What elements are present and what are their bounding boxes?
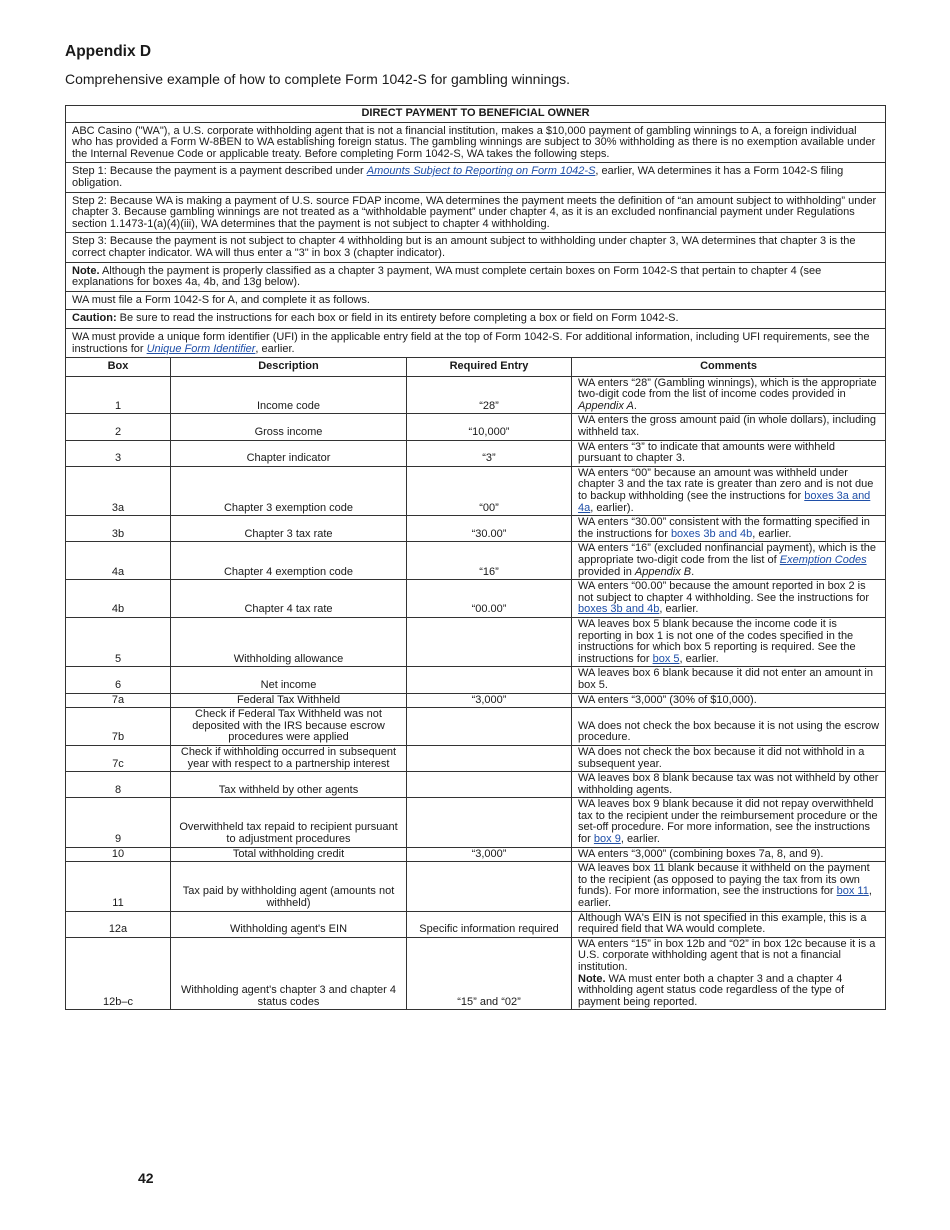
comment-text: WA enters “15” in box 12b and “02” in box 12c because it is a U.S. corporate withholding agent that is not a financial institution. [578, 937, 876, 973]
row-box: 6 [66, 667, 171, 693]
row-comments: WA enters the gross amount paid (in whole dollars), including withheld tax. [572, 414, 886, 440]
table-row [66, 414, 886, 440]
table-row [66, 708, 886, 746]
ufi-paragraph [66, 328, 886, 357]
exemption-codes-link[interactable]: Exemption Codes [779, 554, 867, 566]
box-5-link[interactable]: box 5 [652, 652, 680, 665]
row-required-entry: “00” [407, 466, 572, 515]
comment-text-end: , earlier. [659, 603, 699, 616]
row-description: Chapter 3 exemption code [171, 466, 407, 515]
must-file-paragraph: WA must file a Form 1042-S for A, and complete it as follows. [66, 291, 886, 310]
step-1-text-end: , earlier, WA determines it has a Form 1042-S filing obligation. [72, 165, 844, 189]
boxes-3b-4b-link[interactable]: boxes 3b and 4b [578, 603, 660, 616]
table-row [66, 667, 886, 693]
row-required-entry: “16” [407, 542, 572, 580]
row-comments [572, 798, 886, 847]
row-description: Withholding agent's chapter 3 and chapter 4 status codes [171, 937, 407, 1010]
caution-label: Caution: [72, 312, 117, 325]
row-comments [572, 617, 886, 666]
row-box: 11 [66, 862, 171, 911]
table-row [66, 466, 886, 515]
header-box: Box [66, 358, 171, 377]
ufi-text: WA must provide a unique form identifier (UFI) in the applicable entry field at the top of Form 1042-S. For additional information, including UFI requirements, see the instructions for [72, 330, 870, 355]
note-text: Although the payment is properly classified as a chapter 3 payment, WA must complete certain boxes on Form 1042-S that pertain to chapter 4 (see explanations for boxes 4a, 4b, and 13g below). [72, 264, 822, 289]
row-description: Overwithheld tax repaid to recipient pursuant to adjustment procedures [171, 798, 407, 847]
comment-note-text: WA must enter both a chapter 3 and a chapter 4 withholding agent status code regardless of the type of payment being reported. [578, 972, 845, 1008]
table-row [66, 580, 886, 618]
row-box: 4b [66, 580, 171, 618]
row-box: 10 [66, 847, 171, 862]
row-description: Chapter indicator [171, 440, 407, 466]
row-description: Check if Federal Tax Withheld was not deposited with the IRS because escrow procedures were applied [171, 708, 407, 746]
comment-text: WA enters “30.00” consistent with the formatting specified in the instructions for [578, 516, 870, 540]
header-required-entry: Required Entry [407, 358, 572, 377]
boxes-3a-4a-link[interactable]: boxes 3a and 4a [578, 490, 871, 514]
header-comments: Comments [572, 358, 886, 377]
row-box: 2 [66, 414, 171, 440]
row-required-entry: “3” [407, 440, 572, 466]
row-description: Withholding allowance [171, 617, 407, 666]
comment-text: WA enters “28” (Gambling winnings), which is the appropriate two-digit code from the list of income codes provided in [578, 376, 877, 401]
row-required-entry: “00.00” [407, 580, 572, 618]
row-comments [572, 466, 886, 515]
comment-text-end: , earlier. [752, 527, 792, 540]
table-row [66, 440, 886, 466]
page-title: Appendix D [65, 43, 152, 60]
row-box: 5 [66, 617, 171, 666]
step-1-text: Step 1: Because the payment is a payment described under [72, 165, 367, 178]
comment-text-mid: provided in [578, 565, 635, 578]
row-comments: WA leaves box 8 blank because tax was not withheld by other withholding agents. [572, 772, 886, 798]
step-3: Step 3: Because the payment is not subject to chapter 4 withholding but is an amount subject to withholding under chapter 3, WA determines that chapter 3 is the correct chapter indicator. WA will thus enter a "3" in box 3 (chapter indicator). [66, 233, 886, 262]
row-box: 12b–c [66, 937, 171, 1010]
row-comments [572, 862, 886, 911]
row-description: Income code [171, 376, 407, 414]
comment-text: WA leaves box 5 blank because the income code it is reporting in box 1 is not one of the codes specified in the instructions for which box 5 reporting is required. See the instructions for [578, 617, 856, 665]
comment-text: WA leaves box 11 blank because it withheld on the payment to the recipient (as opposed to paying the tax from its own funds). For more information, see the instructions for [578, 862, 870, 898]
row-comments: WA does not check the box because it did not withhold in a subsequent year. [572, 745, 886, 771]
table-banner: DIRECT PAYMENT TO BENEFICIAL OWNER [66, 106, 886, 123]
row-comments [572, 580, 886, 618]
row-description: Check if withholding occurred in subsequent year with respect to a partnership interest [171, 745, 407, 771]
row-comments: WA does not check the box because it is not using the escrow procedure. [572, 708, 886, 746]
row-box: 9 [66, 798, 171, 847]
comment-text-end: , earlier. [679, 652, 719, 665]
table-row [66, 772, 886, 798]
row-description: Federal Tax Withheld [171, 693, 407, 708]
table-row [66, 862, 886, 911]
appendix-a-ref: Appendix A [578, 399, 634, 412]
row-required-entry: “3,000” [407, 847, 572, 862]
column-header-row [66, 358, 886, 377]
row-description: Tax paid by withholding agent (amounts not withheld) [171, 862, 407, 911]
note-paragraph [66, 262, 886, 291]
row-required-entry: “10,000” [407, 414, 572, 440]
table-row [66, 376, 886, 414]
row-description: Chapter 3 tax rate [171, 516, 407, 542]
box-9-link[interactable]: box 9 [593, 833, 621, 846]
header-description: Description [171, 358, 407, 377]
row-description: Total withholding credit [171, 847, 407, 862]
row-required-entry: “30.00” [407, 516, 572, 542]
row-required-entry: “28” [407, 376, 572, 414]
row-comments: WA enters “3,000” (30% of $10,000). [572, 693, 886, 708]
page-subtitle: Comprehensive example of how to complete Form 1042-S for gambling winnings. [65, 71, 571, 87]
boxes-3b-4b-link[interactable]: boxes 3b and 4b [670, 527, 753, 540]
row-required-entry: “15” and “02” [407, 937, 572, 1010]
note-label: Note. [578, 972, 606, 985]
row-comments [572, 376, 886, 414]
row-box: 3 [66, 440, 171, 466]
comment-text-end: , earlier. [620, 833, 660, 846]
step-1 [66, 163, 886, 192]
row-required-entry [407, 745, 572, 771]
row-box: 7b [66, 708, 171, 746]
row-box: 1 [66, 376, 171, 414]
table-row [66, 847, 886, 862]
row-required-entry: “3,000” [407, 693, 572, 708]
row-description: Tax withheld by other agents [171, 772, 407, 798]
table-row [66, 617, 886, 666]
table-row [66, 693, 886, 708]
row-description: Withholding agent's EIN [171, 911, 407, 937]
table-row [66, 937, 886, 1010]
unique-form-identifier-link[interactable]: Unique Form Identifier [146, 342, 256, 355]
ufi-text-end: , earlier. [255, 342, 295, 355]
table-row [66, 798, 886, 847]
row-comments: WA enters “3” to indicate that amounts were withheld pursuant to chapter 3. [572, 440, 886, 466]
comment-text: WA enters “00.00” because the amount reported in box 2 is not subject to chapter 4 withholding. See the instructions for [578, 580, 870, 604]
note-label: Note. [72, 264, 100, 277]
box-11-link[interactable]: box 11 [836, 885, 869, 898]
row-box: 12a [66, 911, 171, 937]
row-required-entry: Specific information required [407, 911, 572, 937]
row-description: Chapter 4 tax rate [171, 580, 407, 618]
intro-paragraph: ABC Casino ("WA"), a U.S. corporate withholding agent that is not a financial institution, makes a $10,000 payment of gambling winnings to A, a foreign individual who has provided a Form W-8BEN to WA establishing foreign status. The gambling winnings are subject to 30% withholding as there is no exemption available under the Internal Revenue Code or applicable treaty. Before completing Form 1042-S, WA takes the following steps. [66, 122, 886, 163]
step-2: Step 2: Because WA is making a payment of U.S. source FDAP income, WA determines the payment meets the definition of “an amount subject to withholding” under chapter 3. Because gambling winnings are not treated as a “withholdable payment” under chapter 4, as it is an excluded nonfinancial payment under Regulations section 1.1473-1(a)(4)(iii), WA determines that the payment is not subject to chapter 4 withholding. [66, 192, 886, 233]
row-comments: WA leaves box 6 blank because it did not enter an amount in box 5. [572, 667, 886, 693]
form-1042s-example-table [65, 105, 886, 1010]
row-description: Chapter 4 exemption code [171, 542, 407, 580]
caution-paragraph [66, 310, 886, 329]
row-box: 7c [66, 745, 171, 771]
comment-text-end: , earlier). [590, 501, 634, 514]
caution-text: Be sure to read the instructions for each box or field in its entirety before completing a box or field on Form 1042-S. [116, 312, 679, 325]
comment-text: WA enters “16” (excluded nonfinancial payment), which is the appropriate two-digit code from the list of [578, 542, 876, 566]
row-required-entry [407, 617, 572, 666]
table-row [66, 745, 886, 771]
row-comments [572, 516, 886, 542]
row-required-entry [407, 667, 572, 693]
row-box: 4a [66, 542, 171, 580]
row-box: 3a [66, 466, 171, 515]
amounts-subject-link[interactable]: Amounts Subject to Reporting on Form 1042-S [366, 165, 596, 178]
table-row [66, 911, 886, 937]
comment-text-end: , earlier. [578, 885, 872, 910]
row-comments: WA enters “3,000” (combining boxes 7a, 8, and 9). [572, 847, 886, 862]
comment-text-end: . [691, 565, 695, 578]
row-required-entry [407, 772, 572, 798]
row-description: Net income [171, 667, 407, 693]
row-comments [572, 542, 886, 580]
row-box: 7a [66, 693, 171, 708]
table-row [66, 516, 886, 542]
row-required-entry [407, 862, 572, 911]
row-required-entry [407, 708, 572, 746]
comment-text: WA enters “00” because an amount was withheld under chapter 3 and the tax rate is greater than zero and is not due to backup withholding (see the instructions for [578, 466, 874, 503]
row-box: 3b [66, 516, 171, 542]
page-number: 42 [138, 1170, 154, 1186]
comment-text-end: . [633, 399, 637, 412]
row-description: Gross income [171, 414, 407, 440]
comment-text: WA leaves box 9 blank because it did not repay overwithheld tax to the recipient under the reimbursement procedure or the set-off procedure. For more information, see the instructions for [578, 798, 878, 846]
row-required-entry [407, 798, 572, 847]
row-box: 8 [66, 772, 171, 798]
appendix-b-ref: Appendix B [634, 565, 692, 578]
row-comments: Although WA's EIN is not specified in this example, this is a required field that WA would complete. [572, 911, 886, 937]
row-comments [572, 937, 886, 1010]
table-row [66, 542, 886, 580]
